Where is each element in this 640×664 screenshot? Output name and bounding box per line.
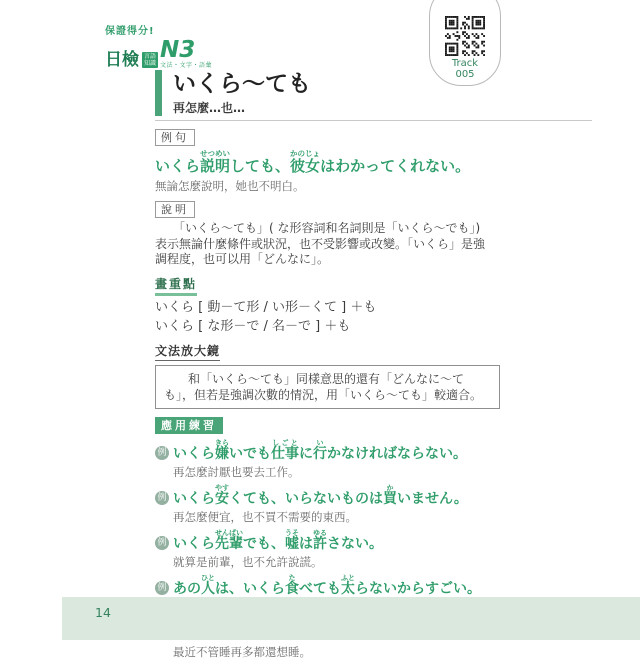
logo-tagline: 保證得分! xyxy=(105,26,155,37)
track-label: Track xyxy=(451,58,479,69)
section-label-explanation: 說明 xyxy=(155,201,195,218)
logo-badge xyxy=(142,52,158,68)
logo-level: N3 xyxy=(160,37,196,63)
magnifier-text: 和「いくら～ても」同樣意思的還有「どんなに～ても」，但若是強調次數的情況，用「いくら～ても」較適合。 xyxy=(164,371,483,402)
practice-sentence-translation: 最近不管睡再多都還想睡。 xyxy=(173,644,311,659)
practice-item xyxy=(155,484,510,524)
grammar-title-translation: 再怎麼…也… xyxy=(173,101,246,115)
example-circle-icon: 例 xyxy=(155,446,169,460)
practice-sentence-japanese: いくら嫌きらいでも仕事しごとに行いかなければならない。 xyxy=(173,438,467,462)
logo-badge-line2: 知識 xyxy=(144,60,157,67)
page-number: 14 xyxy=(95,605,111,620)
example-sentence-japanese: いくら説明せつめいしても、彼女かのじょはわかってくれない。 xyxy=(155,149,471,175)
grammar-title-block xyxy=(155,70,510,116)
grammar-title: いくら～ても xyxy=(173,71,311,97)
key-point-line: いくら [ 動－て形 / い形－くて ] ＋も xyxy=(155,299,377,315)
section-label-key-points: 畫重點 xyxy=(155,275,197,296)
practice-sentence-translation: 再怎麼討厭也要去工作。 xyxy=(173,464,300,479)
example-sentence-translation: 無論怎麼說明，她也不明白。 xyxy=(155,179,305,194)
example-circle-icon: 例 xyxy=(155,581,169,595)
track-number: 005 xyxy=(455,69,475,80)
qr-code-icon xyxy=(445,16,485,56)
logo-brand: 日檢 xyxy=(105,50,139,70)
practice-sentence-translation: 再怎麼便宜，也不買不需要的東西。 xyxy=(173,509,357,524)
key-points-list xyxy=(155,299,510,335)
practice-item xyxy=(155,529,510,569)
example-circle-icon: 例 xyxy=(155,491,169,505)
lesson-content xyxy=(155,70,510,664)
title-accent-bar xyxy=(155,70,162,116)
title-separator-line xyxy=(155,120,592,121)
key-point-line: いくら [ な形－で / 名－で ] ＋も xyxy=(155,318,351,334)
section-label-magnifier: 文法放大鏡 xyxy=(155,342,220,361)
logo-subtitle: 文法・文字・語彙 xyxy=(160,62,213,69)
practice-sentence-translation: 就算是前輩，也不允許說謊。 xyxy=(173,554,323,569)
logo-badge-line1: 言語 xyxy=(144,53,157,60)
practice-sentence-japanese: いくら安やすくても、いらないものは買かいません。 xyxy=(173,483,468,507)
book-logo xyxy=(105,27,212,69)
footer-bar xyxy=(62,597,640,640)
practice-sentence-japanese: いくら先輩せんぱいでも、嘘うそは許ゆるさない。 xyxy=(173,528,383,552)
practice-sentence-japanese: あの人ひとは、いくら食たべても太ふとらないからすごい。 xyxy=(173,573,481,597)
practice-item xyxy=(155,439,510,479)
explanation-text: 「いくら～ても」( な形容詞和名詞則是「いくら～でも」) 表示無論什麼條件或狀況，也不受影響或改變。「いくら」是強調程度，也可以用「どんなに」。 xyxy=(155,221,486,267)
section-label-practice: 應用練習 xyxy=(155,417,223,434)
magnifier-box xyxy=(155,365,500,409)
example-circle-icon: 例 xyxy=(155,536,169,550)
section-label-example: 例句 xyxy=(155,129,195,146)
